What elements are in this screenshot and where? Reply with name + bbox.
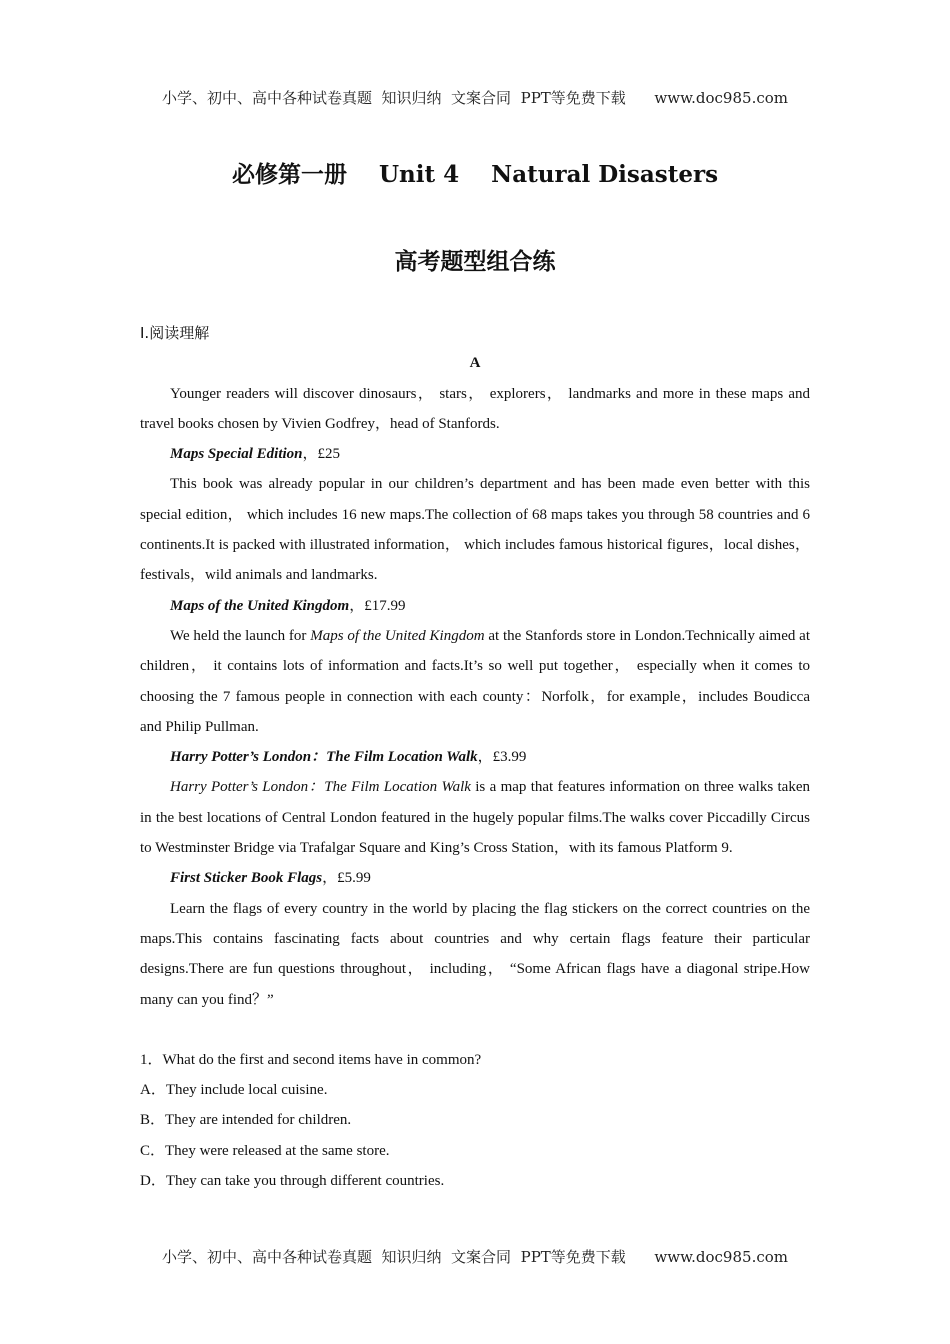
page-footer: 小学、初中、高中各种试卷真题 知识归纳 文案合同 PPT等免费下载 www.doc985.com	[161, 1248, 788, 1266]
item-heading	[140, 742, 810, 772]
document-title: 必修第一册 Unit 4 Natural Disasters	[231, 161, 719, 188]
item-title: Maps of the United Kingdom	[170, 597, 350, 614]
document-body	[140, 318, 810, 1196]
item-title: Harry Potter’s London：The Film Location Walk	[170, 749, 478, 766]
item-heading	[140, 863, 810, 893]
passage-label: A	[469, 355, 481, 372]
option-a: A．They include local cuisine.	[140, 1082, 328, 1099]
section-label: Ⅰ.阅读理解	[140, 324, 210, 342]
option-b: B．They are intended for children.	[140, 1112, 352, 1129]
question-stem: 1．What do the first and second items have in common?	[140, 1051, 482, 1068]
passage-intro: Younger readers will discover dinosaurs， stars， explorers， landmarks and more in these maps and travel books chosen by Vivien Godfrey，head of Stanfords.	[140, 385, 810, 432]
item-price: ，£25	[302, 446, 341, 463]
page-header: 小学、初中、高中各种试卷真题 知识归纳 文案合同 PPT等免费下载 www.doc985.com	[161, 89, 788, 107]
option-c: C．They were released at the same store.	[140, 1142, 390, 1159]
item-heading	[140, 439, 810, 469]
item-text: We held the launch for	[170, 627, 311, 644]
item-title: Maps Special Edition	[170, 446, 303, 463]
item-text: at the Stanfords store in London.Technically aimed at children， it contains lots of information and facts.It’s so well put together， especially when it comes to choosing the 7 famous people in connection with each county：Norfolk，for example，includes Boudicca and Philip Pullman.	[140, 627, 810, 735]
item-price: ，£17.99	[349, 597, 406, 614]
item-price: ，£3.99	[477, 749, 527, 766]
item-italic-title: Harry Potter’s London：The Film Location Walk	[170, 779, 471, 796]
item-description	[140, 772, 810, 863]
item-title: First Sticker Book Flags	[170, 870, 323, 887]
option-d: D．They can take you through different countries.	[140, 1173, 445, 1190]
document-subtitle: 高考题型组合练	[394, 248, 556, 275]
item-italic-title: Maps of the United Kingdom	[310, 627, 485, 644]
item-price: ，£5.99	[322, 870, 371, 887]
item-description: Learn the flags of every country in the world by placing the flag stickers on the correct countries on the maps.This contains fascinating facts about countries and why certain flags feature their particular designs.There are fun questions throughout， including， “Some African flags have a diagonal stripe.How many can you find？”	[140, 900, 810, 1008]
item-description	[140, 621, 810, 742]
item-description: This book was already popular in our children’s department and has been made even better with this special edition， which includes 16 new maps.The collection of 68 maps takes you through 58 countries and 6 continents.It is packed with illustrated information， which includes famous historical figures，local dishes，festivals，wild animals and landmarks.	[140, 476, 810, 584]
item-text: is a map that features information on three walks taken in the best locations of Central London featured in the hugely popular films.The walks cover Piccadilly Circus to Westminster Bridge via Trafalgar Square and King’s Cross Station，with its famous Platform 9.	[140, 779, 810, 857]
item-heading	[140, 591, 810, 621]
spacer	[140, 1015, 810, 1045]
